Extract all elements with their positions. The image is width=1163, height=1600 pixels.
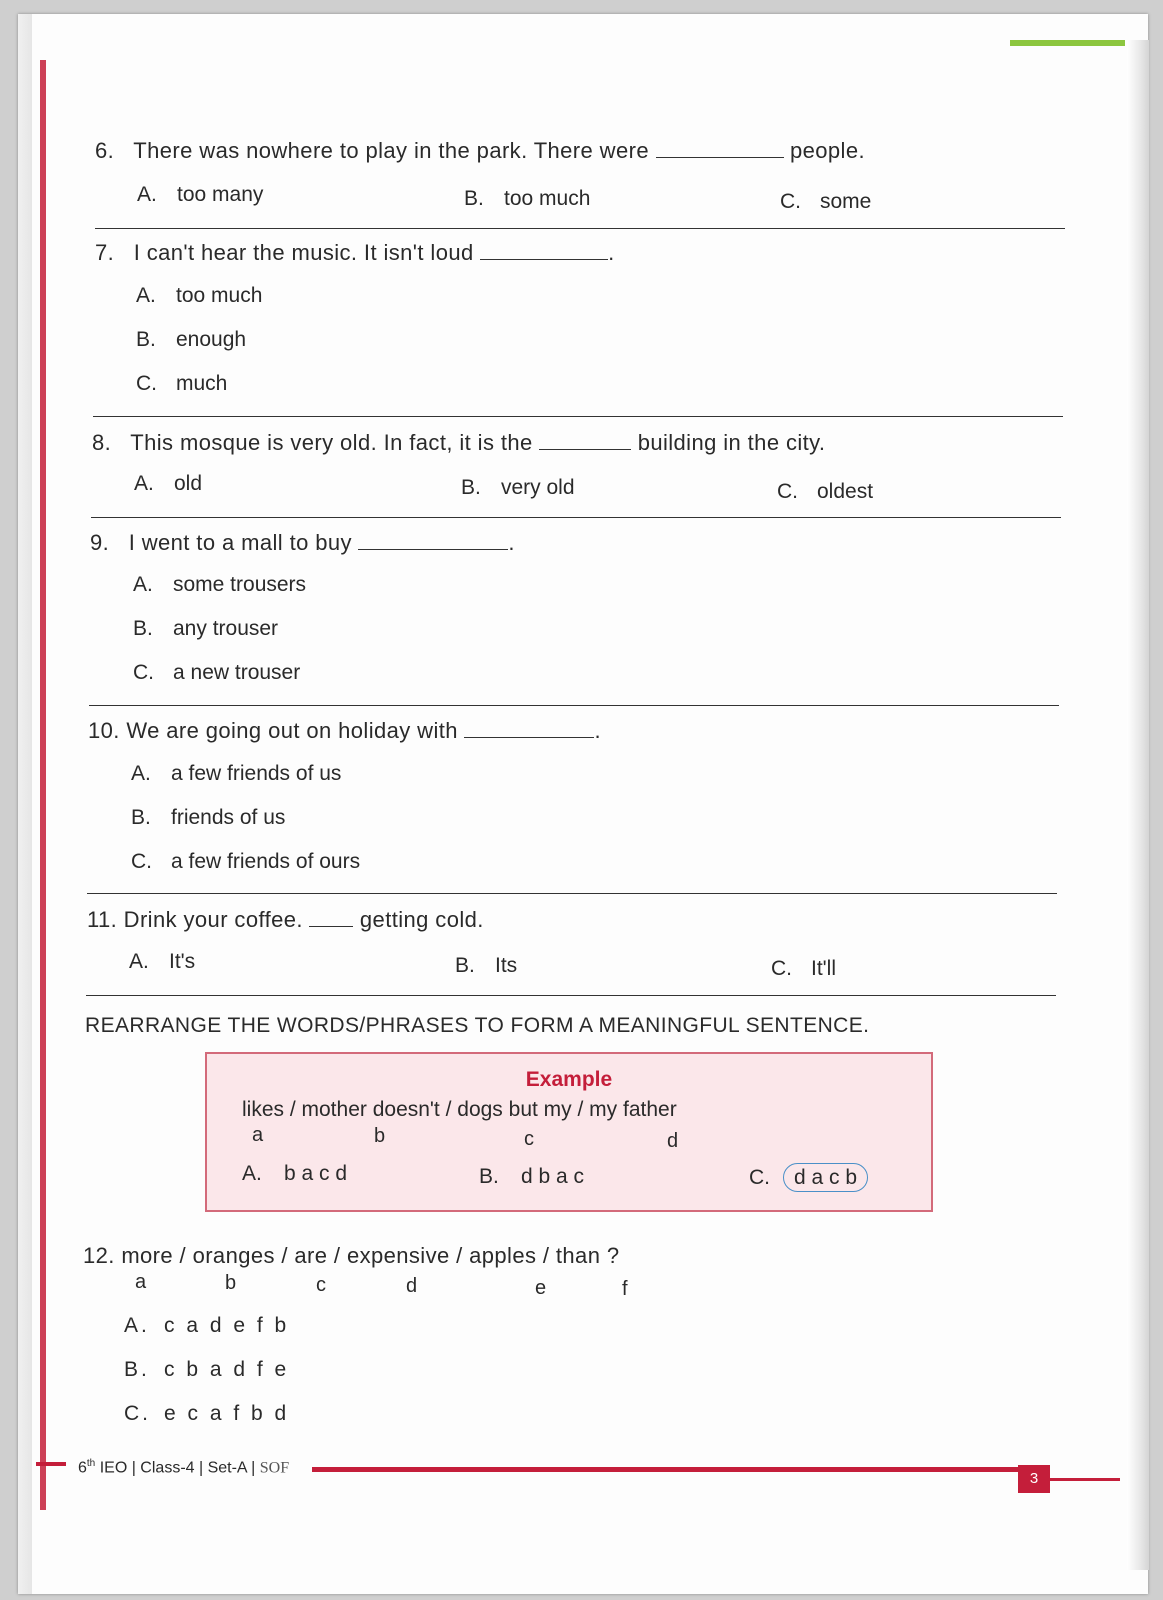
divider bbox=[86, 995, 1056, 996]
q12-letter-b: b bbox=[225, 1272, 237, 1294]
q12-letter-e: e bbox=[535, 1277, 547, 1299]
option-letter: A. bbox=[124, 1314, 150, 1337]
q12-letter-d: d bbox=[406, 1275, 418, 1297]
example-option-b bbox=[479, 1165, 584, 1189]
option-text: old bbox=[174, 472, 203, 495]
question-9 bbox=[90, 530, 515, 556]
question-7 bbox=[95, 240, 615, 266]
option-letter: A. bbox=[136, 284, 156, 307]
option-text: friends of us bbox=[171, 806, 286, 829]
page-number: 3 bbox=[1018, 1465, 1050, 1493]
question-text-end: building in the city. bbox=[637, 430, 826, 455]
q9-option-c[interactable] bbox=[133, 661, 300, 685]
q11-option-c[interactable] bbox=[771, 957, 836, 981]
q12-option-c[interactable] bbox=[124, 1402, 289, 1426]
divider bbox=[95, 228, 1065, 229]
option-text: a few friends of ours bbox=[171, 850, 361, 873]
answer-blank bbox=[309, 910, 353, 927]
question-number: 8. bbox=[92, 430, 112, 455]
option-text: enough bbox=[176, 328, 247, 351]
question-text-end: people. bbox=[790, 138, 865, 163]
option-text: b a c d bbox=[284, 1162, 348, 1185]
option-letter: C. bbox=[780, 190, 801, 213]
q7-option-b[interactable] bbox=[136, 328, 246, 352]
page-right-edge bbox=[1127, 40, 1149, 1570]
question-text-end: . bbox=[508, 530, 515, 555]
option-letter: C. bbox=[136, 372, 157, 395]
example-option-c bbox=[749, 1166, 868, 1190]
q10-option-c[interactable] bbox=[131, 850, 360, 874]
question-number: 7. bbox=[95, 240, 115, 265]
question-text-end: . bbox=[594, 718, 601, 743]
option-text: oldest bbox=[817, 480, 874, 503]
question-text: There was nowhere to play in the park. There were bbox=[133, 138, 649, 163]
question-12 bbox=[83, 1243, 619, 1269]
option-text: any trouser bbox=[173, 617, 279, 640]
option-text: too much bbox=[176, 284, 263, 307]
option-text: c a d e f b bbox=[164, 1314, 290, 1337]
q11-option-b[interactable] bbox=[455, 954, 517, 978]
question-11 bbox=[87, 907, 484, 933]
option-text: e c a f b d bbox=[164, 1402, 290, 1425]
answer-blank bbox=[539, 433, 631, 450]
option-letter: C. bbox=[777, 480, 798, 503]
footer-tail bbox=[1050, 1478, 1120, 1481]
option-letter: B. bbox=[133, 617, 153, 640]
question-text: more / oranges / are / expensive / apples / than ? bbox=[121, 1243, 620, 1268]
option-text: c b a d f e bbox=[164, 1358, 290, 1381]
question-text: I can't hear the music. It isn't loud bbox=[133, 240, 474, 265]
option-letter: B. bbox=[461, 476, 481, 499]
option-text: much bbox=[176, 372, 228, 395]
question-number: 10. bbox=[88, 718, 120, 743]
option-text: too many bbox=[177, 183, 264, 206]
option-text: a few friends of us bbox=[171, 762, 342, 785]
option-letter: B. bbox=[455, 954, 475, 977]
q12-letter-a: a bbox=[135, 1271, 147, 1293]
q12-option-a[interactable] bbox=[124, 1314, 289, 1338]
footer-text: IEO | Class-4 | Set-A | bbox=[95, 1459, 260, 1477]
q10-option-a[interactable] bbox=[131, 762, 341, 786]
example-sentence: likes / mother doesn't / dogs but my / my father bbox=[242, 1098, 677, 1121]
example-title: Example bbox=[525, 1068, 613, 1091]
green-cover-edge bbox=[1010, 40, 1125, 46]
option-letter: A. bbox=[137, 183, 157, 206]
option-letter: B. bbox=[136, 328, 156, 351]
option-text: very old bbox=[501, 476, 575, 499]
divider bbox=[87, 893, 1057, 894]
example-letter-b: b bbox=[374, 1125, 386, 1147]
q12-letter-f: f bbox=[622, 1278, 628, 1300]
option-letter: C. bbox=[131, 850, 152, 873]
option-text: a new trouser bbox=[173, 661, 301, 684]
option-letter: B. bbox=[131, 806, 151, 829]
q7-option-a[interactable] bbox=[136, 284, 262, 308]
q12-option-b[interactable] bbox=[124, 1358, 289, 1382]
option-letter: A. bbox=[134, 472, 154, 495]
q6-option-c[interactable] bbox=[780, 190, 871, 214]
q10-option-b[interactable] bbox=[131, 806, 285, 830]
q6-option-a[interactable] bbox=[137, 183, 263, 207]
option-letter: B. bbox=[479, 1165, 499, 1188]
page-spine bbox=[18, 14, 32, 1594]
option-text: d b a c bbox=[521, 1165, 585, 1188]
q12-letter-c: c bbox=[316, 1274, 326, 1296]
divider bbox=[91, 517, 1061, 518]
footer-bar bbox=[312, 1467, 1022, 1472]
q6-option-b[interactable] bbox=[464, 187, 590, 211]
spine-red-stripe bbox=[40, 60, 46, 1510]
option-letter: A. bbox=[242, 1162, 262, 1185]
footer-label bbox=[78, 1458, 289, 1477]
option-letter: C. bbox=[771, 957, 792, 980]
circled-answer: d a c b bbox=[783, 1163, 868, 1192]
option-text: some trousers bbox=[173, 573, 307, 596]
example-letter-a: a bbox=[252, 1124, 264, 1146]
footer-edition: 6 bbox=[78, 1459, 87, 1477]
option-letter: C. bbox=[124, 1402, 151, 1425]
question-text: This mosque is very old. In fact, it is the bbox=[130, 430, 533, 455]
answer-blank bbox=[464, 721, 594, 738]
q11-option-a[interactable] bbox=[129, 950, 195, 974]
footer-ordinal: th bbox=[86, 1458, 96, 1469]
footer-accent-left bbox=[36, 1462, 66, 1466]
question-number: 6. bbox=[95, 138, 115, 163]
question-text: We are going out on holiday with bbox=[126, 718, 458, 743]
question-10 bbox=[88, 718, 601, 744]
question-number: 12. bbox=[83, 1243, 115, 1268]
question-text: I went to a mall to buy bbox=[128, 530, 352, 555]
option-letter: C. bbox=[133, 661, 154, 684]
question-number: 9. bbox=[90, 530, 110, 555]
question-text-end: . bbox=[608, 240, 615, 265]
option-letter: B. bbox=[124, 1358, 150, 1381]
divider bbox=[89, 705, 1059, 706]
question-6 bbox=[95, 138, 865, 164]
example-letter-d: d bbox=[667, 1130, 679, 1152]
q8-option-a[interactable] bbox=[134, 472, 202, 496]
option-text: It'll bbox=[811, 957, 837, 980]
sof-logo: SOF bbox=[259, 1459, 290, 1477]
example-option-a bbox=[242, 1162, 347, 1186]
option-text: some bbox=[820, 190, 872, 213]
answer-blank bbox=[656, 141, 784, 158]
q9-option-a[interactable] bbox=[133, 573, 306, 597]
section-heading: REARRANGE THE WORDS/PHRASES TO FORM A MEANINGFUL SENTENCE. bbox=[85, 1014, 870, 1037]
question-number: 11. bbox=[87, 907, 118, 932]
answer-blank bbox=[480, 243, 608, 260]
q8-option-c[interactable] bbox=[777, 480, 873, 504]
option-text: Its bbox=[495, 954, 518, 977]
option-text: too much bbox=[504, 187, 591, 210]
option-text: It's bbox=[169, 950, 196, 973]
divider bbox=[93, 416, 1063, 417]
option-letter: C. bbox=[749, 1166, 770, 1189]
option-letter: A. bbox=[129, 950, 149, 973]
question-text: Drink your coffee. bbox=[123, 907, 303, 932]
q9-option-b[interactable] bbox=[133, 617, 278, 641]
example-box bbox=[205, 1052, 933, 1212]
answer-blank bbox=[358, 533, 508, 550]
option-letter: A. bbox=[131, 762, 151, 785]
question-8 bbox=[92, 430, 825, 456]
question-text-end: getting cold. bbox=[359, 907, 484, 932]
example-letter-c: c bbox=[524, 1128, 534, 1150]
q7-option-c[interactable] bbox=[136, 372, 227, 396]
option-letter: B. bbox=[464, 187, 484, 210]
option-letter: A. bbox=[133, 573, 153, 596]
q8-option-b[interactable] bbox=[461, 476, 575, 500]
